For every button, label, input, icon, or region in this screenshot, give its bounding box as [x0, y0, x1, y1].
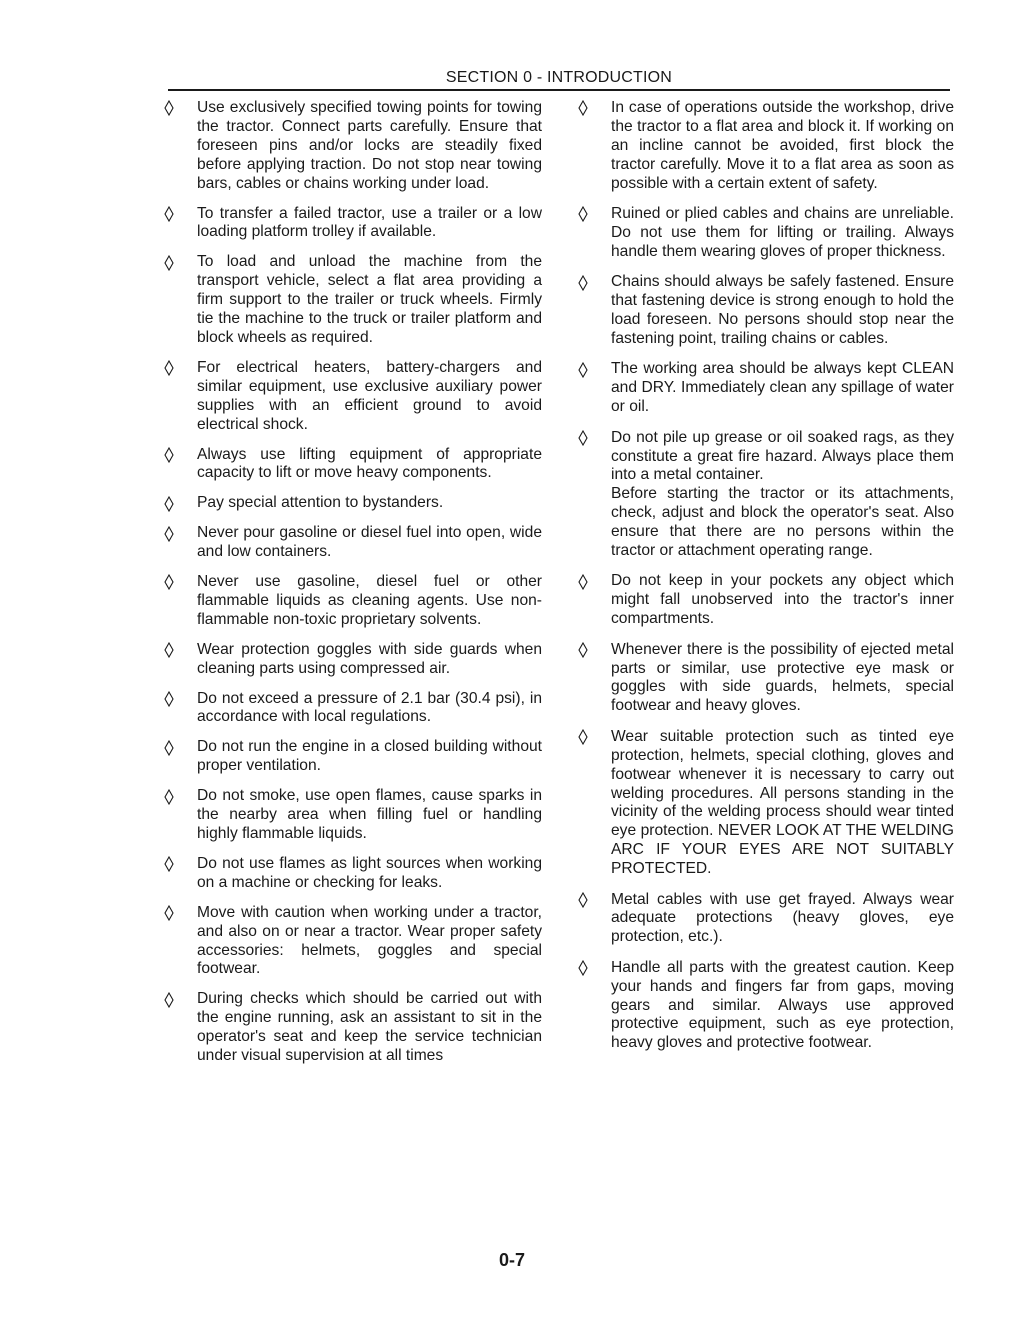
item-text: In case of operations outside the workshop, drive the tractor to a flat area and block it. If working on an incline cannot be avoided, first block the tractor carefully. Move it to a flat area as soon as possible with a certain extent of safety. [611, 99, 954, 192]
diamond-outline-icon [164, 738, 182, 757]
diamond-outline-icon [164, 359, 182, 378]
item-text: To load and unload the machine from the transport vehicle, select a flat area providing a firm support to the trailer or truck wheels. Firmly tie the machine to the truck or trailer platform and block wheels as required. [197, 253, 542, 346]
header-rule [168, 89, 950, 91]
item-text: Move with caution when working under a tractor, and also on or near a tractor. Wear proper safety accessories: helmets, goggles and special footwear. [197, 903, 542, 978]
diamond-outline-icon [164, 641, 182, 660]
item-text: During checks which should be carried out with the engine running, ask an assistant to sit in the operator's seat and keep the service technician under visual supervision at all times [197, 990, 542, 1065]
item-text: Do not keep in your pockets any object which might fall unobserved into the tractor's inner compartments. [611, 572, 954, 628]
diamond-outline-icon [164, 990, 182, 1009]
item-text: Always use lifting equipment of appropriate capacity to lift or move heavy components. [197, 445, 542, 482]
list-item [578, 360, 954, 417]
item-text: Handle all parts with the greatest caution. Keep your hands and fingers far from gaps, moving gears and similar. Always use approved protective equipment, such as eye protection, heavy gloves and protective footwear. [611, 958, 954, 1052]
diamond-outline-icon [164, 99, 182, 118]
diamond-outline-icon [164, 446, 182, 465]
diamond-outline-icon [578, 205, 596, 224]
item-text: For electrical heaters, battery-chargers and similar equipment, use exclusive auxiliary power supplies with an efficient ground to avoid electrical shock. [197, 358, 542, 433]
page-number: 0-7 [498, 1250, 525, 1270]
item-text [611, 429, 954, 561]
list-item [164, 99, 542, 194]
item-text: Do not smoke, use open flames, cause sparks in the nearby area when filling fuel or handling highly flammable liquids. [197, 787, 542, 842]
list-item [164, 738, 542, 776]
diamond-outline-icon [164, 494, 182, 513]
list-item [164, 494, 542, 513]
list-item [578, 273, 954, 349]
diamond-outline-icon [164, 855, 182, 874]
item-text: Ruined or plied cables and chains are unreliable. Do not use them for lifting or trailing. Always handle them wearing gloves of proper thickness. [611, 205, 954, 260]
section-header: SECTION 0 - INTRODUCTION [445, 69, 673, 86]
diamond-outline-icon [578, 641, 596, 660]
item-text: To transfer a failed tractor, use a trailer or a low loading platform trolley if available. [197, 204, 542, 241]
list-item [164, 446, 542, 484]
list-item [578, 728, 954, 879]
item-text: Wear suitable protection such as tinted eye protection, helmets, special clothing, gloves and footwear whenever it is necessary to carry out welding procedures. All persons standing in the vicinity of the welding process should wear tinted eye protection. NEVER LOOK AT THE WELDING ARC IF YOUR EYES ARE NOT SUITABLY PROTECTED. [611, 727, 954, 878]
list-item [578, 99, 954, 194]
diamond-outline-icon [578, 891, 596, 910]
diamond-outline-icon [578, 360, 596, 379]
list-item [164, 573, 542, 630]
list-item [578, 959, 954, 1054]
list-item [164, 253, 542, 348]
diamond-outline-icon [164, 205, 182, 224]
list-item [578, 641, 954, 717]
diamond-outline-icon [578, 572, 596, 591]
item-text: Wear protection goggles with side guards when cleaning parts using compressed air. [197, 640, 542, 677]
item-text: Use exclusively specified towing points for towing the tractor. Connect parts carefully. Ensure that foreseen pins and/or locks are steadily fixed before applying traction. Do not stop near towing bars, cables or chains working under load. [197, 99, 542, 192]
item-text: Whenever there is the possibility of ejected metal parts or similar, use protective eye mask or goggles with side guards, helmets, special footwear and heavy gloves. [611, 640, 954, 715]
diamond-outline-icon [578, 273, 596, 292]
item-text: Chains should always be safely fastened. Ensure that fastening device is strong enough to hold the load foreseen. No persons should stop near the fastening point, trailing chains or cables. [611, 273, 954, 347]
item-text: Metal cables with use get frayed. Always wear adequate protections (heavy gloves, eye protection, etc.). [611, 890, 954, 946]
list-item [164, 359, 542, 435]
right-column [578, 99, 954, 1065]
list-item [578, 891, 954, 948]
list-item [164, 990, 542, 1066]
list-item [164, 524, 542, 562]
diamond-outline-icon [164, 524, 182, 543]
item-text-main: Do not pile up grease or oil soaked rags, as they constitute a great fire hazard. Always place them into a metal container. [611, 428, 954, 484]
list-item [164, 904, 542, 980]
item-text: The working area should be always kept CLEAN and DRY. Immediately clean any spillage of water or oil. [611, 360, 954, 416]
item-text-extra: Before starting the tractor or its attachments, check, adjust and block the operator's seat. Also ensure that there are no persons within the tractor or attachment operating range. [611, 485, 954, 560]
list-item [164, 205, 542, 243]
diamond-outline-icon [578, 728, 596, 747]
item-text: Never pour gasoline or diesel fuel into open, wide and low containers. [197, 524, 542, 561]
item-text: Do not use flames as light sources when working on a machine or checking for leaks. [197, 854, 542, 891]
item-text: Pay special attention to bystanders. [197, 494, 444, 512]
list-item [164, 855, 542, 893]
left-column [164, 99, 542, 1077]
diamond-outline-icon [164, 253, 182, 272]
list-item [164, 641, 542, 679]
item-text: Do not run the engine in a closed building without proper ventilation. [197, 738, 542, 775]
list-item [164, 787, 542, 844]
list-item [578, 572, 954, 629]
diamond-outline-icon [164, 787, 182, 806]
list-item [578, 429, 954, 561]
item-text: Do not exceed a pressure of 2.1 bar (30.4 psi), in accordance with local regulations. [197, 689, 542, 726]
diamond-outline-icon [164, 904, 182, 923]
diamond-outline-icon [578, 959, 596, 978]
list-item [578, 205, 954, 262]
diamond-outline-icon [578, 99, 596, 118]
diamond-outline-icon [164, 690, 182, 709]
item-text: Never use gasoline, diesel fuel or other flammable liquids as cleaning agents. Use non-flammable non-toxic proprietary solvents. [197, 573, 542, 628]
diamond-outline-icon [164, 573, 182, 592]
list-item [164, 690, 542, 728]
diamond-outline-icon [578, 429, 596, 448]
